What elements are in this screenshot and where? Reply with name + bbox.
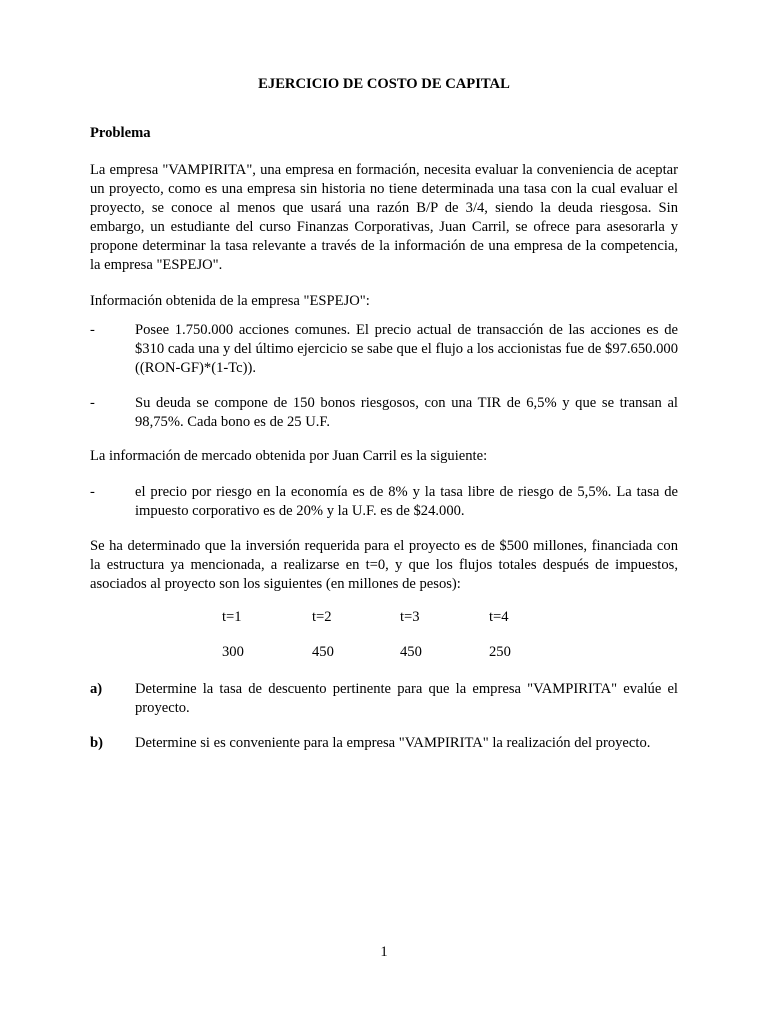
question-text: Determine si es conveniente para la empresa "VAMPIRITA" la realización del proyecto. — [135, 735, 651, 751]
question-mark: a) — [90, 681, 103, 697]
flow-period: t=1 — [222, 609, 242, 625]
espejo-bullet-1 — [90, 321, 678, 378]
market-intro-paragraph: La información de mercado obtenida por Juan Carril es la siguiente: — [90, 448, 488, 464]
question-b — [90, 734, 678, 753]
question-mark: b) — [90, 735, 103, 751]
bullet-text: el precio por riesgo en la economía es de 8% y la tasa libre de riesgo de 5,5%. La tasa de impuesto corporativo es de 20% y la U.F. es de $24.000. — [135, 484, 678, 519]
flow-value: 300 — [222, 644, 244, 660]
flow-value: 450 — [312, 644, 334, 660]
question-a — [90, 680, 678, 718]
flow-value: 450 — [400, 644, 422, 660]
flow-value: 250 — [489, 644, 511, 660]
espejo-bullet-2 — [90, 394, 678, 432]
bullet-mark: - — [90, 484, 95, 500]
intro-paragraph: La empresa "VAMPIRITA", una empresa en formación, necesita evaluar la conveniencia de aceptar un proyecto, como es una empresa sin historia no tiene determinada una tasa con la cual evaluar el proyecto, se conoce al menos que usará una razón B/P de 3/4, siendo la deuda riesgosa. Sin embargo, un estudiante del curso Finanzas Corporativas, Juan Carril, se ofrece para asesorarla y propone determinar la tasa relevante a través de la información de una empresa de la competencia, la empresa "ESPEJO". — [90, 162, 678, 273]
market-bullet-1 — [90, 483, 678, 521]
bullet-mark: - — [90, 395, 95, 411]
flow-period: t=4 — [489, 609, 509, 625]
bullet-text: Su deuda se compone de 150 bonos riesgosos, con una TIR de 6,5% y que se transan al 98,75%. Cada bono es de 25 U.F. — [135, 395, 678, 430]
bullet-text: Posee 1.750.000 acciones comunes. El precio actual de transacción de las acciones es de $310 cada una y del último ejercicio se sabe que el flujo a los accionistas fue de $97.650.000 ((RON-GF)*(1-Tc)). — [135, 322, 678, 376]
bullet-mark: - — [90, 322, 95, 338]
flow-period: t=3 — [400, 609, 420, 625]
page-number: 1 — [380, 944, 388, 960]
investment-paragraph: Se ha determinado que la inversión requerida para el proyecto es de $500 millones, financiada con la estructura ya mencionada, a realizarse en t=0, y que los flujos totales después de impuestos, asociados al proyecto son los siguientes (en millones de pesos): — [90, 538, 678, 592]
question-text: Determine la tasa de descuento pertinente para que la empresa "VAMPIRITA" evalúe el proyecto. — [135, 681, 678, 716]
section-heading: Problema — [90, 125, 151, 141]
document-title: EJERCICIO DE COSTO DE CAPITAL — [258, 76, 510, 92]
espejo-intro-paragraph: Información obtenida de la empresa "ESPEJO": — [90, 293, 370, 309]
flow-period: t=2 — [312, 609, 332, 625]
